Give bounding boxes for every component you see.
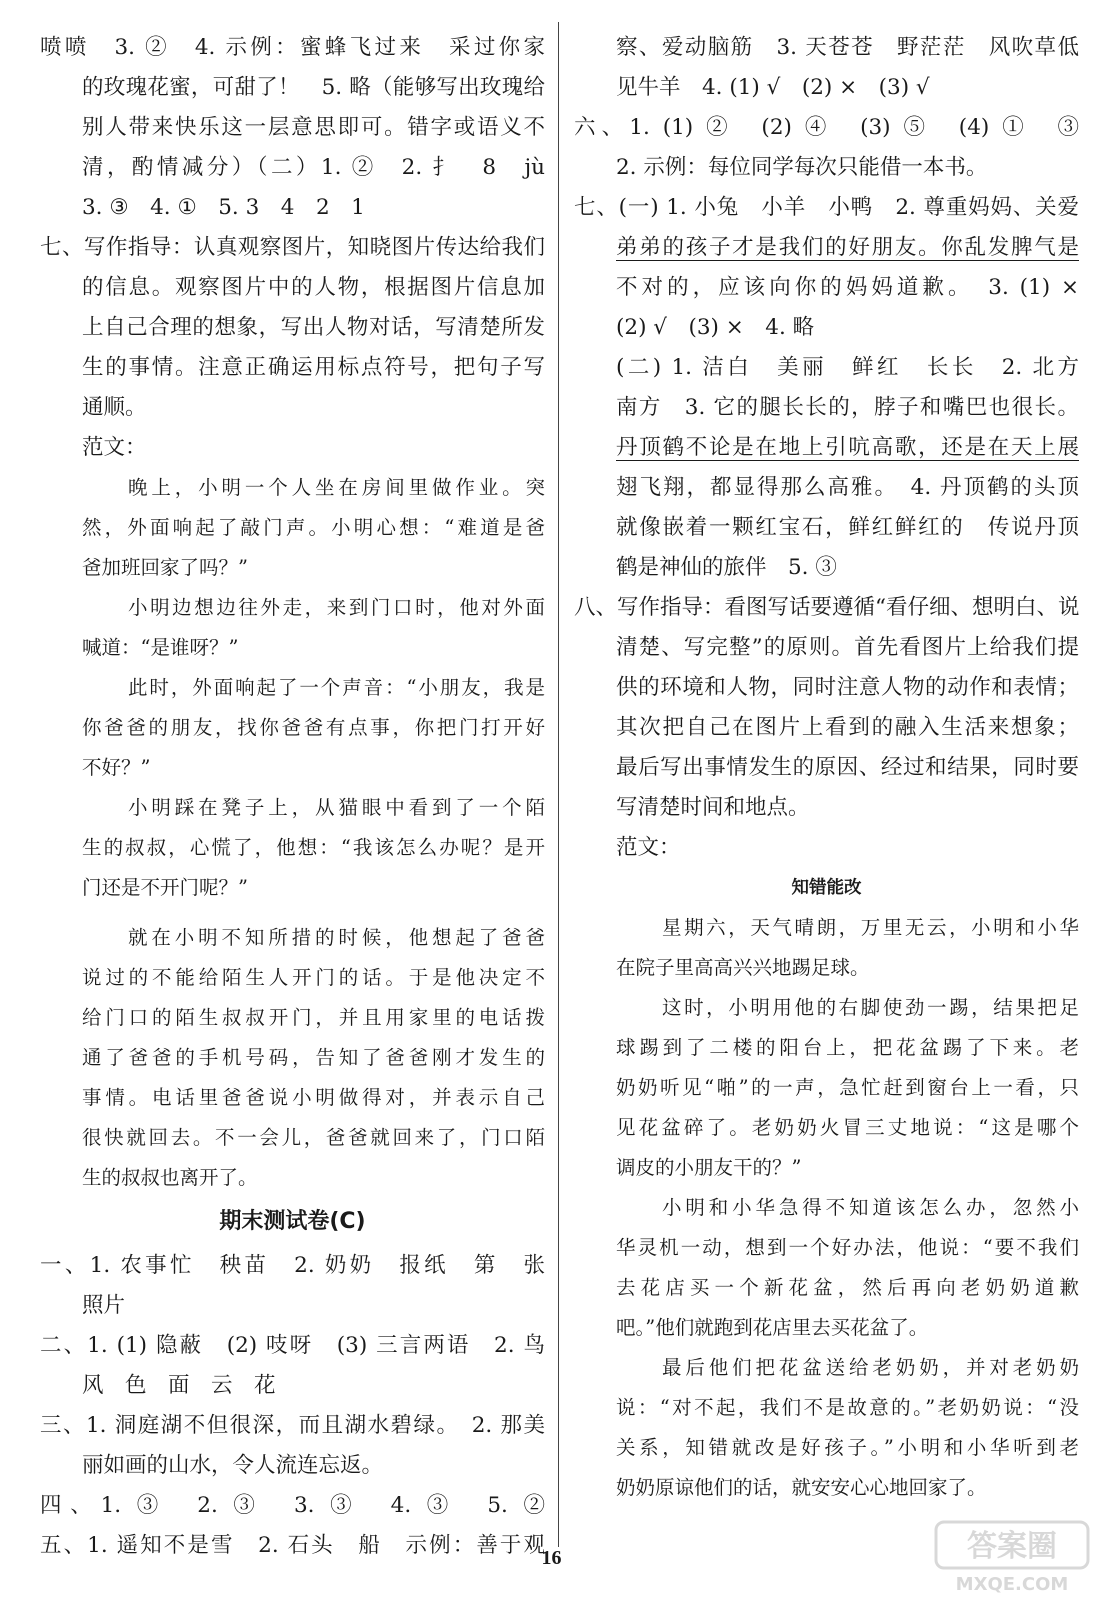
text-line: 在院子里高高兴兴地踢足球。	[616, 956, 870, 979]
text-line: 说过的不能给陌生人开门的话。于是他决定不	[82, 966, 545, 989]
text-line: 风 色 面 云 花	[82, 1373, 276, 1398]
text-line: 这时，小明用他的右脚使劲一踢，结果把足	[662, 996, 1079, 1019]
section-title: 期末测试卷(C)	[219, 1209, 366, 1234]
text-line: 范文：	[616, 835, 681, 860]
text-line: 小明和小华急得不知道该怎么办，忽然小	[662, 1196, 1079, 1219]
text-line: 就在小明不知所措的时候，他想起了爸爸	[128, 926, 545, 949]
text-line: 上自己合理的想象，写出人物对话，写清楚所发	[82, 315, 545, 340]
text-line: 给门口的陌生叔叔开门，并且用家里的电话拨	[82, 1006, 545, 1029]
text-line: 奶奶听见“啪”的一声，急忙赶到窗台上一看，只	[616, 1076, 1079, 1099]
text-line: 八、写作指导：看图写话要遵循“看仔细、想明白、说	[574, 595, 1079, 620]
text-line: 奶奶原谅他们的话，就安安心心地回家了。	[616, 1476, 987, 1499]
text-line: 通了爸爸的手机号码，告知了爸爸刚才发生的	[82, 1046, 545, 1069]
text-line: 最后他们把花盆送给老奶奶，并对老奶奶	[662, 1356, 1079, 1379]
text-line: 翅飞翔，都显得那么高雅。 4. 丹顶鹤的头顶	[616, 475, 1079, 500]
text-line: 你爸爸的朋友，找你爸爸有点事，你把门打开好	[82, 716, 545, 739]
text-line: 七、(一) 1. 小兔 小羊 小鸭 2. 尊重妈妈、关爱	[574, 195, 1079, 220]
watermark-text-cn: 答案圈	[967, 1529, 1057, 1564]
text-line: 见牛羊 4. (1) √ (2) × (3) √	[616, 75, 930, 100]
text-line: (2) √ (3) × 4. 略	[616, 315, 815, 340]
text-line: 小明边想边往外走，来到门口时，他对外面	[128, 596, 545, 619]
text-line: 生的事情。注意正确运用标点符号，把句子写	[82, 355, 545, 380]
text-line: 此时，外面响起了一个声音：“小朋友，我是	[128, 676, 545, 699]
text-line: 事情。电话里爸爸说小明做得对，并表示自己	[82, 1086, 545, 1109]
essay-title: 知错能改	[791, 878, 862, 898]
text-line: 2. 示例：每位同学每次只能借一本书。	[616, 155, 988, 180]
text-line: 星期六，天气晴朗，万里无云，小明和小华	[662, 916, 1079, 939]
text-line: 三、1. 洞庭湖不但很深，而且湖水碧绿。 2. 那美	[40, 1413, 545, 1438]
text-line: 照片	[82, 1293, 126, 1318]
text-line: 察、爱动脑筋 3. 天苍苍 野茫茫 风吹草低	[616, 35, 1079, 60]
text-line: 门还是不开门呢？”	[82, 876, 248, 899]
text-line: 七、写作指导：认真观察图片，知晓图片传达给我们	[40, 235, 545, 260]
text-line: 喷喷 3. ② 4. 示例：蜜蜂飞过来 采过你家	[40, 35, 545, 60]
text-line: 一、1. 农事忙 秧苗 2. 奶奶 报纸 第 张	[40, 1253, 545, 1278]
text-line: 的信息。观察图片中的人物，根据图片信息加	[82, 275, 545, 300]
text-line: 别人带来快乐这一层意思即可。错字或语义不	[82, 115, 545, 140]
text-line: 五、1. 遥知不是雪 2. 石头 船 示例：善于观	[40, 1533, 545, 1558]
text-line: 丹顶鹤不论是在地上引吭高歌，还是在天上展	[616, 435, 1079, 460]
text-line: 不对的，应该向你的妈妈道歉。 3. (1) ×	[616, 275, 1079, 300]
watermark-text-url: MXQE.COM	[955, 1574, 1069, 1595]
text-line: 六、1. (1) ② (2) ④ (3) ⑤ (4) ① ③	[574, 115, 1079, 140]
text-line: 供的环境和人物，同时注意人物的动作和表情；	[616, 675, 1079, 700]
text-line: 爸加班回家了吗？”	[82, 556, 248, 579]
text-line: 通顺。	[82, 395, 147, 420]
text-line: 华灵机一动，想到一个好办法，他说：“要不我们	[616, 1236, 1079, 1259]
text-line: 关系，知错就改是好孩子。”小明和小华听到老	[616, 1436, 1079, 1459]
text-line: 最后写出事情发生的原因、经过和结果，同时要	[616, 755, 1079, 780]
text-line: 范文：	[82, 435, 147, 460]
text-line: 其次把自己在图片上看到的融入生活来想象；	[616, 715, 1079, 740]
text-line: 就像嵌着一颗红宝石，鲜红鲜红的 传说丹顶	[616, 515, 1079, 540]
text-line: 说：“对不起，我们不是故意的。”老奶奶说：“没	[616, 1396, 1079, 1419]
text-line: 小明踩在凳子上，从猫眼中看到了一个陌	[128, 796, 545, 819]
text-line: 南方 3. 它的腿长长的，脖子和嘴巴也很长。	[616, 395, 1079, 420]
text-line: 很快就回去。不一会儿，爸爸就回来了，门口陌	[82, 1126, 545, 1149]
text-line: 清，酌情减分）（二）1. ② 2. 扌 8 jù	[82, 155, 545, 180]
text-line: 生的叔叔，心慌了，他想：“我该怎么办呢？是开	[82, 836, 545, 859]
text-line: 3. ③ 4. ① 5. 3 4 2 1	[82, 195, 365, 220]
text-line: 弟弟的孩子才是我们的好朋友。你乱发脾气是	[616, 235, 1079, 260]
text-line: 生的叔叔也离开了。	[82, 1166, 258, 1189]
text-line: 的玫瑰花蜜，可甜了！ 5. 略（能够写出玫瑰给	[82, 75, 545, 100]
text-line: 写清楚时间和地点。	[616, 795, 810, 820]
text-line: (二) 1. 洁白 美丽 鲜红 长长 2. 北方	[616, 355, 1079, 380]
text-line: 然，外面响起了敲门声。小明心想：“难道是爸	[82, 516, 545, 539]
text-line: 二、1. (1) 隐蔽 (2) 吱呀 (3) 三言两语 2. 鸟	[40, 1333, 545, 1358]
column-divider	[558, 22, 559, 1547]
text-line: 晚上，小明一个人坐在房间里做作业。突	[128, 476, 545, 499]
text-line: 丽如画的山水，令人流连忘返。	[82, 1453, 384, 1478]
watermark-logo	[932, 1518, 1092, 1596]
text-line: 不好？”	[82, 756, 151, 779]
text-line: 四、1. ③ 2. ③ 3. ③ 4. ③ 5. ②	[40, 1493, 545, 1518]
text-line: 见花盆碎了。老奶奶火冒三丈地说：“这是哪个	[616, 1116, 1079, 1139]
text-line: 鹤是神仙的旅伴 5. ③	[616, 555, 837, 580]
text-line: 喊道：“是谁呀？”	[82, 636, 239, 659]
text-line: 吧。”他们就跑到花店里去买花盆了。	[616, 1316, 929, 1339]
text-line: 球踢到了二楼的阳台上，把花盆踢了下来。老	[616, 1036, 1079, 1059]
text-line: 去花店买一个新花盆，然后再向老奶奶道歉	[616, 1276, 1079, 1299]
text-line: 调皮的小朋友干的？”	[616, 1156, 802, 1179]
text-line: 清楚、写完整”的原则。首先看图片上给我们提	[616, 635, 1079, 660]
page-number: 16	[541, 1547, 562, 1569]
